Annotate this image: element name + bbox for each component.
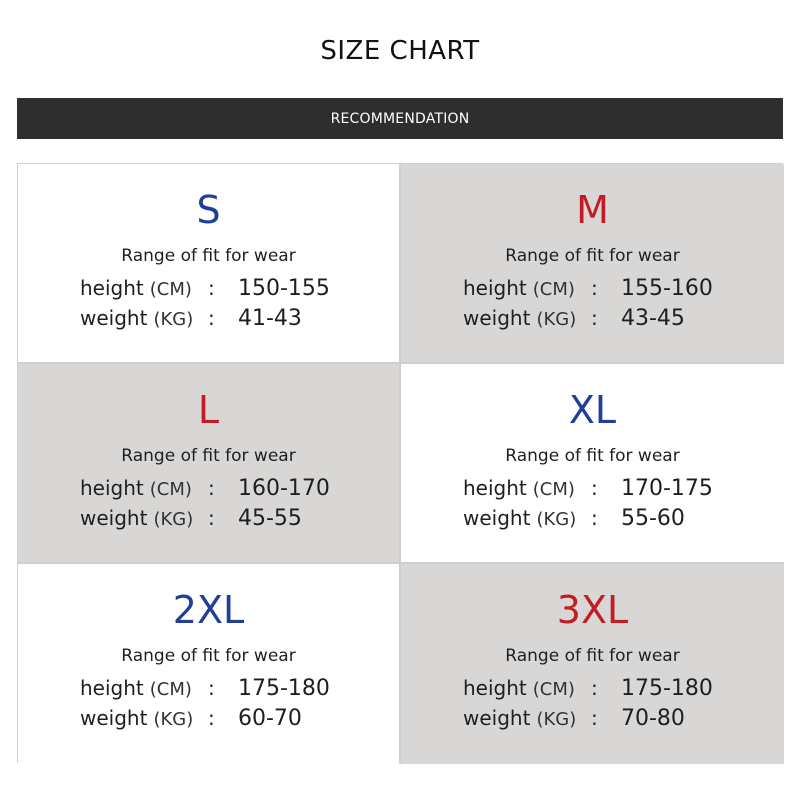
weight-separator: : [208,306,215,330]
weight-unit: (KG) [153,309,194,330]
height-row [401,476,784,506]
size-label: XL [568,388,617,432]
weight-label: weight [80,706,148,730]
height-value: 175-180 [621,676,713,701]
fit-label: Range of fit for wear [121,246,296,266]
height-value: 155-160 [621,276,713,301]
weight-unit: (KG) [536,309,577,330]
weight-value: 60-70 [238,706,302,731]
weight-separator: : [591,306,598,330]
size-card-m [401,164,784,364]
size-card-xl [401,364,784,564]
height-label: height [80,276,144,300]
weight-label-group [463,306,576,330]
height-label-group [463,476,575,500]
size-card-2xl [18,564,401,764]
weight-row [401,306,784,336]
size-label: M [576,188,609,232]
height-label: height [463,676,527,700]
size-label: S [196,188,221,232]
weight-separator: : [591,506,598,530]
size-card-s [18,164,401,364]
height-value: 150-155 [238,276,330,301]
height-label: height [80,476,144,500]
height-label-group [80,476,192,500]
height-separator: : [208,676,215,700]
weight-value: 55-60 [621,506,685,531]
fit-label: Range of fit for wear [121,646,296,666]
height-separator: : [591,476,598,500]
weight-label-group [463,706,576,730]
fit-label: Range of fit for wear [505,446,680,466]
height-label-group [80,676,192,700]
weight-row [401,506,784,536]
height-separator: : [208,276,215,300]
size-card-l [18,364,401,564]
weight-unit: (KG) [153,709,194,730]
height-separator: : [591,276,598,300]
fit-label: Range of fit for wear [505,246,680,266]
weight-unit: (KG) [153,509,194,530]
height-separator: : [591,676,598,700]
weight-value: 41-43 [238,306,302,331]
size-label: 3XL [556,588,629,632]
height-label-group [463,276,575,300]
weight-separator: : [208,506,215,530]
weight-label: weight [463,706,531,730]
weight-separator: : [591,706,598,730]
height-separator: : [208,476,215,500]
banner-label: RECOMMENDATION [330,110,470,127]
weight-label-group [80,506,193,530]
height-unit: (CM) [149,279,192,300]
weight-separator: : [208,706,215,730]
height-row [401,276,784,306]
fit-label: Range of fit for wear [505,646,680,666]
weight-label-group [80,706,193,730]
size-grid [17,163,783,763]
height-label-group [463,676,575,700]
weight-label: weight [463,506,531,530]
weight-unit: (KG) [536,509,577,530]
page-title: SIZE CHART [320,36,480,66]
height-unit: (CM) [149,479,192,500]
height-unit: (CM) [532,279,575,300]
height-label: height [80,676,144,700]
weight-value: 43-45 [621,306,685,331]
weight-unit: (KG) [536,709,577,730]
weight-label: weight [463,306,531,330]
size-label: 2XL [172,588,245,632]
height-unit: (CM) [149,679,192,700]
height-unit: (CM) [532,479,575,500]
height-unit: (CM) [532,679,575,700]
weight-row [18,706,399,736]
weight-row [18,506,399,536]
weight-row [18,306,399,336]
fit-label: Range of fit for wear [121,446,296,466]
height-label: height [463,476,527,500]
height-label-group [80,276,192,300]
size-label: L [197,388,220,432]
weight-value: 45-55 [238,506,302,531]
height-row [18,276,399,306]
weight-label: weight [80,506,148,530]
recommendation-banner [17,98,783,139]
height-label: height [463,276,527,300]
weight-label-group [463,506,576,530]
weight-label: weight [80,306,148,330]
size-card-3xl [401,564,784,764]
height-value: 160-170 [238,476,330,501]
height-row [18,676,399,706]
height-row [401,676,784,706]
height-row [18,476,399,506]
weight-row [401,706,784,736]
height-value: 175-180 [238,676,330,701]
weight-label-group [80,306,193,330]
height-value: 170-175 [621,476,713,501]
weight-value: 70-80 [621,706,685,731]
